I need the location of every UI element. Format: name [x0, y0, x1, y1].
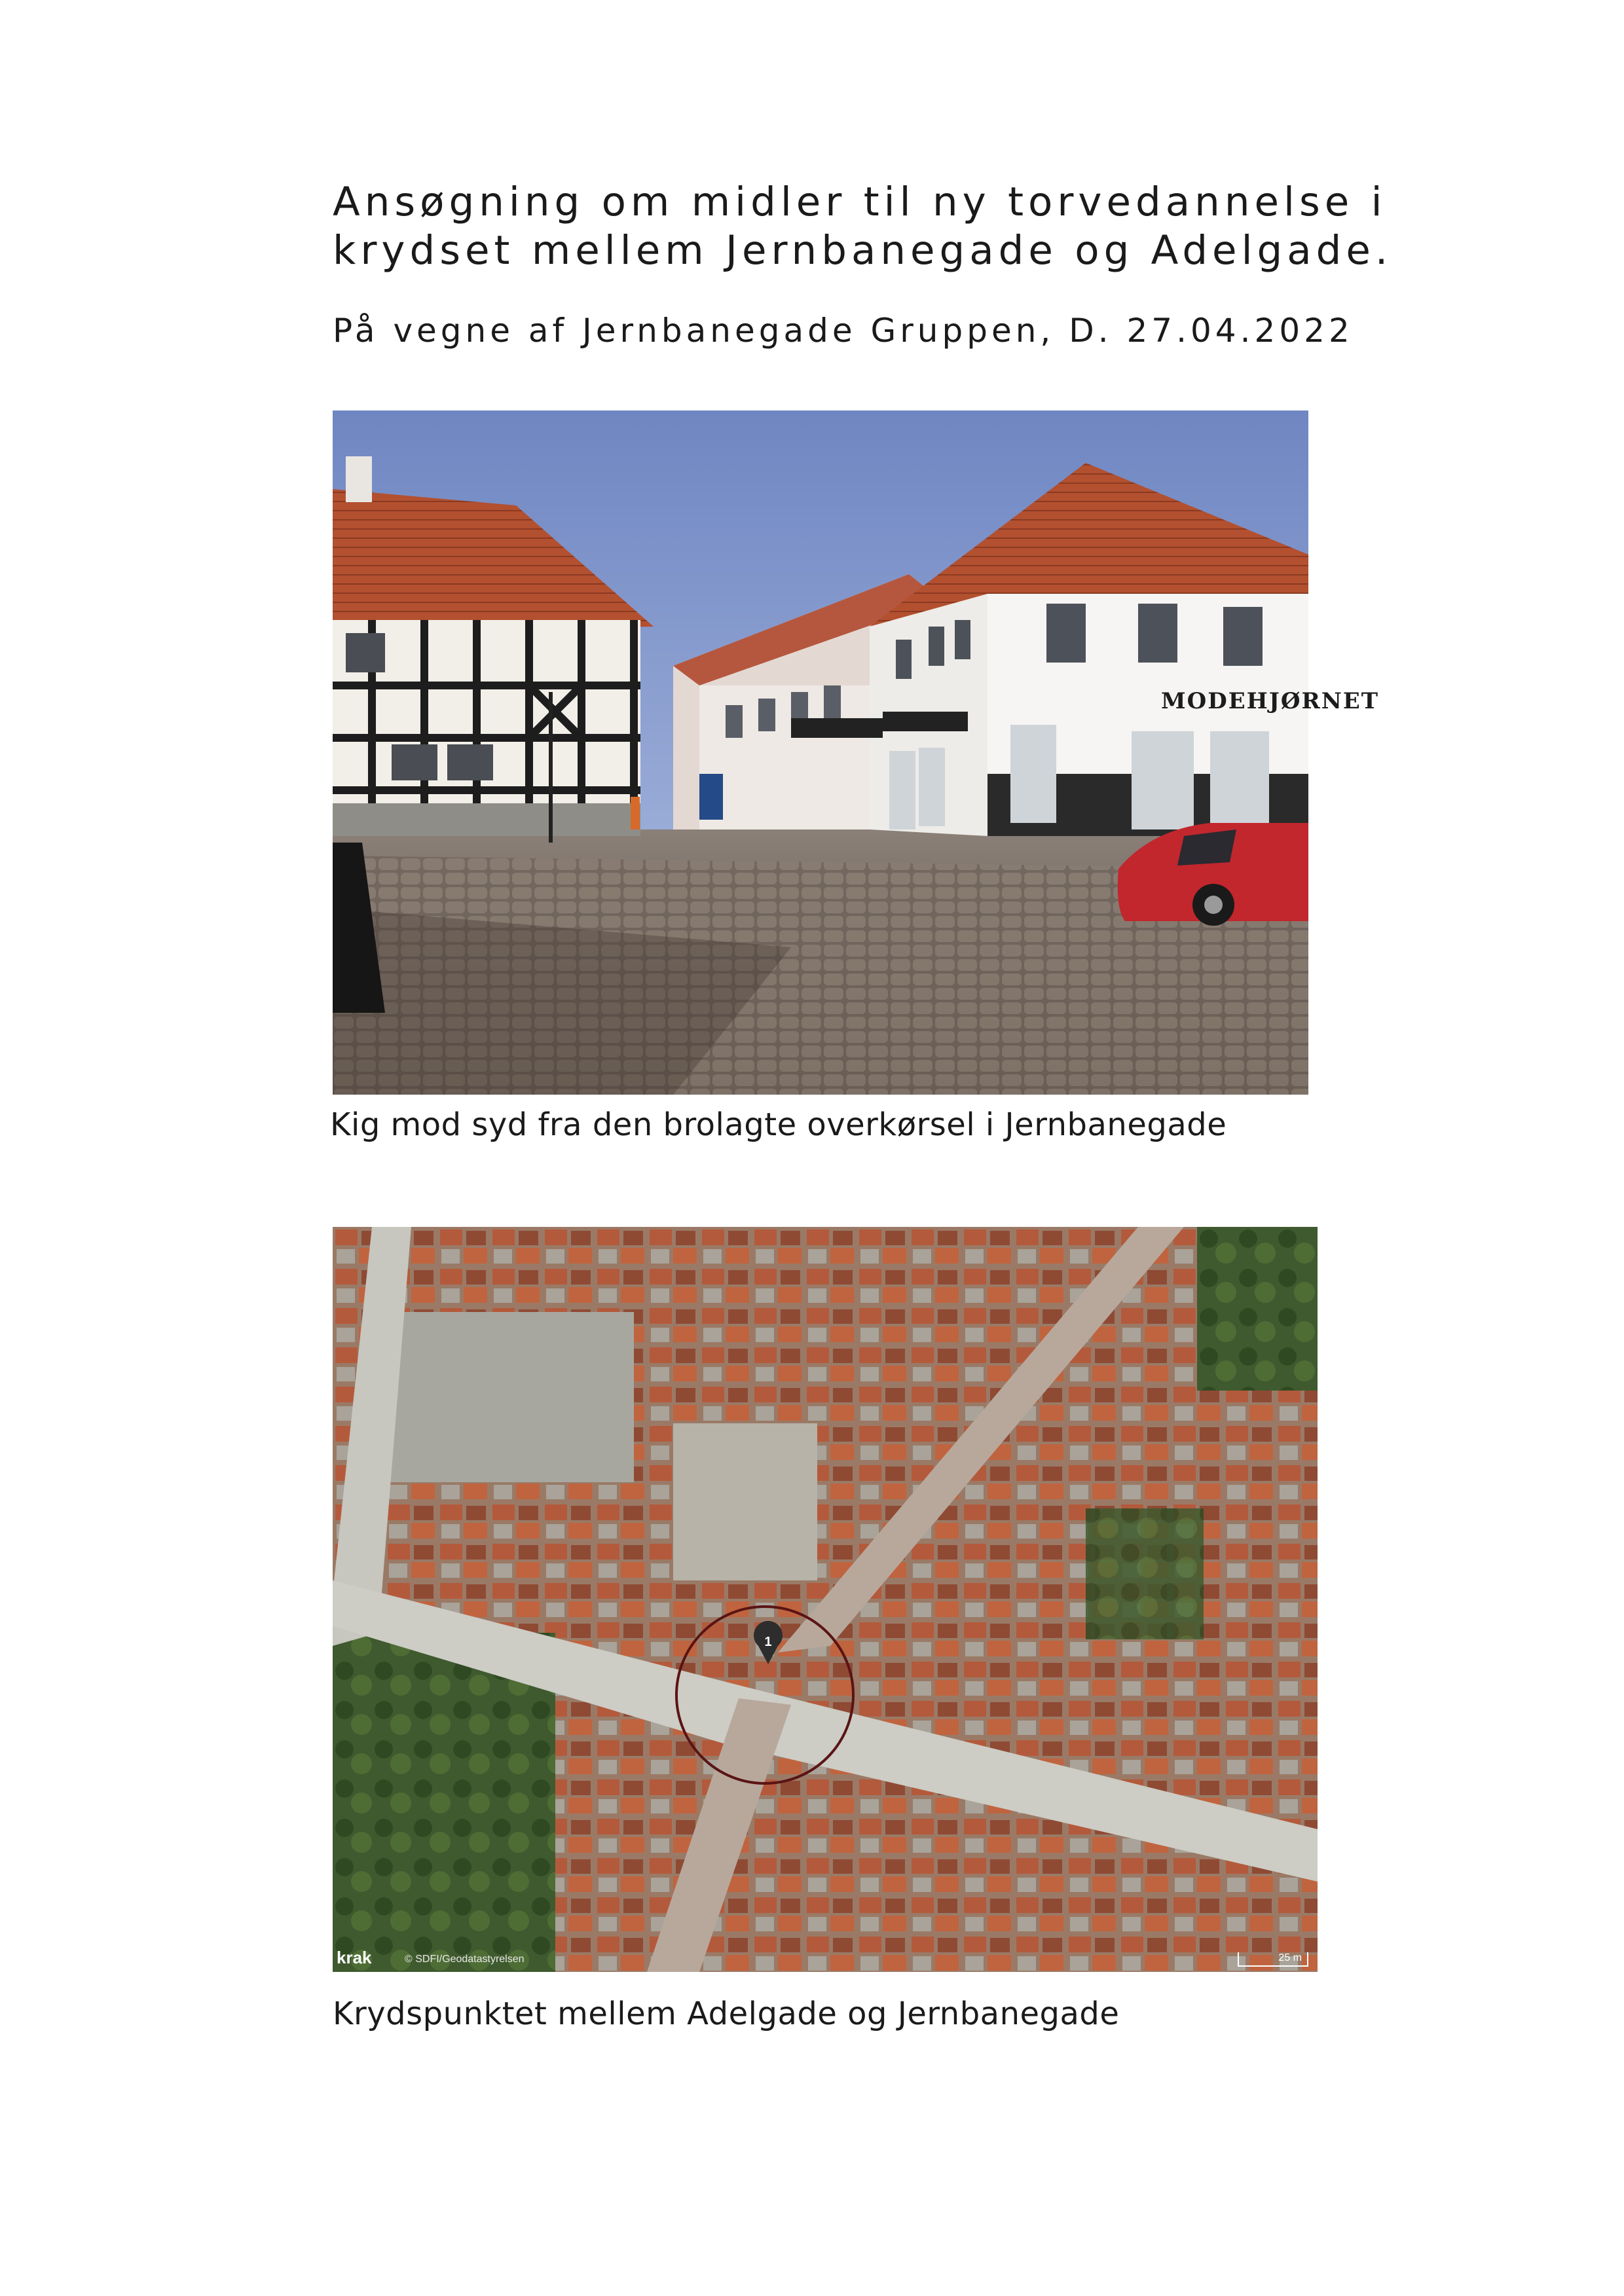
title-line-2: krydset mellem Jernbanegade og Adelgade.: [333, 227, 1393, 274]
document-subtitle: På vegne af Jernbanegade Gruppen, D. 27.04.2022: [333, 312, 1354, 350]
map-brand: krak: [337, 1948, 372, 1967]
map-scale-bar: 25 m: [1238, 1952, 1308, 1967]
document-title: [333, 178, 1393, 275]
shop-sign: MODEHJØRNET: [1161, 688, 1380, 714]
aerial-map-illustration: [333, 1227, 1318, 1972]
street-photo: [333, 410, 1380, 1095]
map-copyright: © SDFI/Geodatastyrelsen: [405, 1954, 525, 1965]
photo-caption: Kig mod syd fra den brolagte overkørsel i Jernbanegade: [330, 1106, 1227, 1143]
map-marker[interactable]: 1: [764, 1635, 772, 1649]
street-photo-illustration: [333, 410, 1380, 1095]
title-line-1: Ansøgning om midler til ny torvedannelse i: [333, 179, 1387, 225]
aerial-map: [333, 1227, 1318, 1972]
aerial-caption: Krydspunktet mellem Adelgade og Jernbanegade: [333, 1995, 1120, 2032]
